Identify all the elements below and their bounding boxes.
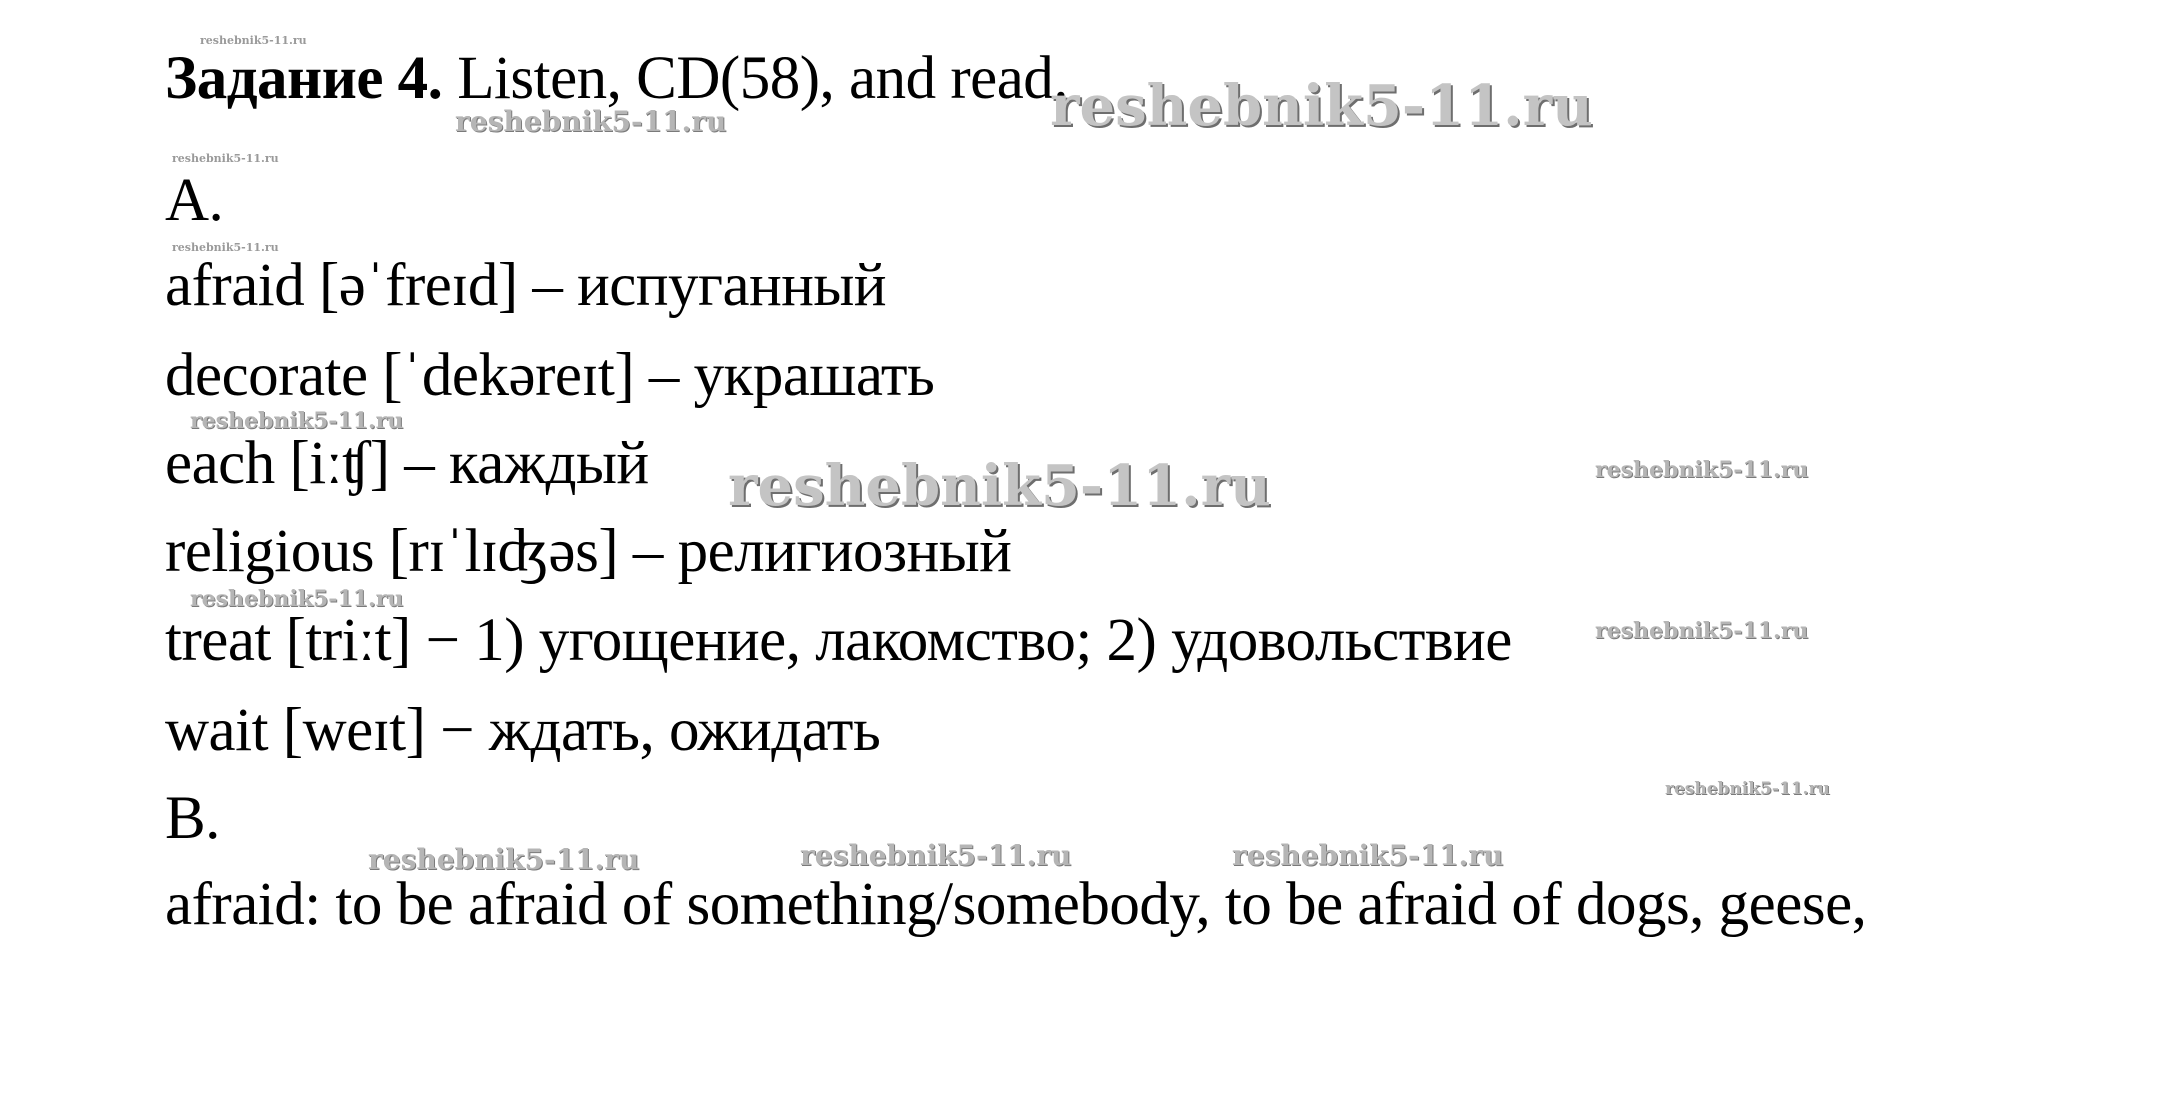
watermark: reshebnik5-11.ru	[200, 34, 307, 47]
watermark: reshebnik5-11.ru	[172, 241, 279, 254]
watermark: reshebnik5-11.ru	[1595, 457, 1809, 483]
vocab-item-afraid: afraid [əˈfreɪd] – испуганный	[165, 252, 887, 319]
watermark: reshebnik5-11.ru	[455, 105, 727, 138]
task-instruction: Listen, CD(58), and read.	[442, 45, 1069, 112]
watermark: reshebnik5-11.ru	[368, 843, 640, 876]
vocab-item-each: each [iːʧ] – каждый	[165, 430, 649, 497]
vocab-item-wait: wait [weɪt] − ждать, ожидать	[165, 697, 881, 764]
watermark: reshebnik5-11.ru	[1595, 618, 1809, 644]
vocab-item-religious: religious [rɪˈlɪʤəs] – религиозный	[165, 518, 1012, 585]
watermark: reshebnik5-11.ru	[728, 453, 1271, 519]
watermark: reshebnik5-11.ru	[1050, 73, 1593, 139]
vocab-item-decorate: decorate [ˈdekəreɪt] – украшать	[165, 342, 935, 409]
task-label: Задание 4.	[165, 45, 443, 112]
vocab-item-treat: treat [triːt] − 1) угощение, лакомство; 2) удовольствие	[165, 607, 1512, 674]
watermark: reshebnik5-11.ru	[172, 152, 279, 165]
section-a-label: A.	[165, 167, 224, 234]
section-b-text: afraid: to be afraid of something/somebody, to be afraid of dogs, geese,	[165, 871, 1867, 938]
watermark: reshebnik5-11.ru	[800, 839, 1072, 872]
watermark: reshebnik5-11.ru	[190, 586, 404, 612]
watermark: reshebnik5-11.ru	[190, 408, 404, 434]
task-heading	[165, 45, 1069, 112]
watermark: reshebnik5-11.ru	[1665, 779, 1830, 799]
section-b-label: B.	[165, 785, 220, 852]
watermark: reshebnik5-11.ru	[1232, 839, 1504, 872]
